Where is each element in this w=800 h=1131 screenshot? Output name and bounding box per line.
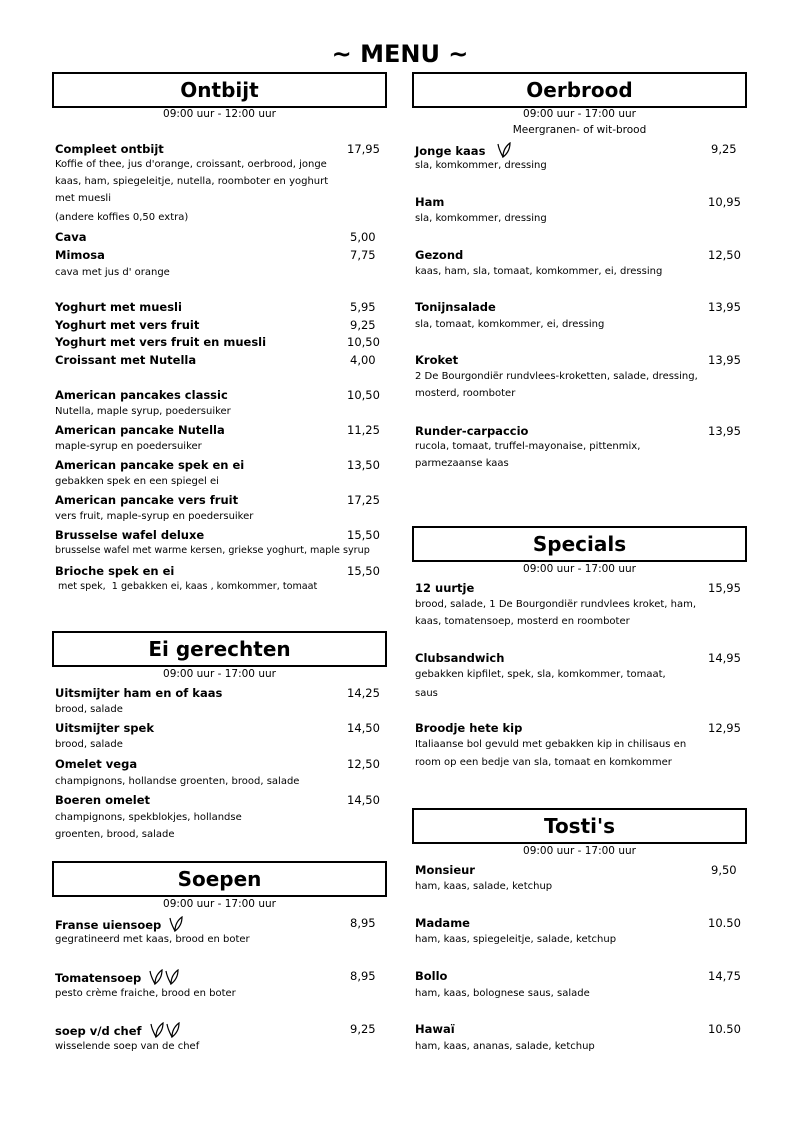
item-description: sla, tomaat, komkommer, ei, dressing [415,319,605,330]
ei-hours: 09:00 uur - 17:00 uur [163,668,276,680]
item-description: sla, komkommer, dressing [415,213,547,224]
section-header-ontbijt: Ontbijt [52,72,387,108]
item-name: Kroket [415,353,459,367]
item-price: 14,50 [347,721,380,735]
item-description: ham, kaas, salade, ketchup [415,881,553,892]
item-price: 14,75 [708,969,741,983]
item-description: brood, salade [55,739,123,750]
section-header-ei-gerechten: Ei gerechten [52,631,387,667]
item-name: American pancake vers fruit [55,493,239,507]
item-price: 5,00 [350,230,376,244]
item-price: 8,95 [350,969,376,983]
item-price: 14,95 [708,651,741,665]
leaf-icon [495,142,511,158]
item-name: Yoghurt met vers fruit en muesli [55,335,267,349]
leaf-icon [164,1022,180,1038]
item-name: Yoghurt met muesli [55,300,182,314]
item-note: (andere koffies 0,50 extra) [55,212,189,223]
item-price: 8,95 [350,916,376,930]
item-name: Brusselse wafel deluxe [55,528,205,542]
item-description: rucola, tomaat, truffel-mayonaise, pittenmix, parmezaanse kaas [415,441,641,469]
item-description: gebakken kipfilet, spek, sla, komkommer, tomaat, [415,669,666,680]
item-name: Tonijnsalade [415,300,496,314]
item-price: 9,25 [350,1022,376,1036]
item-description: gegratineerd met kaas, brood en boter [55,934,250,945]
soepen-hours: 09:00 uur - 17:00 uur [163,898,276,910]
item-description: maple-syrup en poedersuiker [55,441,202,452]
item-price: 15,95 [708,581,741,595]
item-price: 13,95 [708,353,741,367]
item-price: 17,25 [347,493,380,507]
item-price: 11,25 [347,423,380,437]
item-price: 12,50 [708,248,741,262]
item-name: soep v/d chef [55,1022,180,1038]
item-name: Franse uiensoep [55,916,183,932]
item-name: Brioche spek en ei [55,564,175,578]
item-name: Broodje hete kip [415,721,523,735]
item-price: 10.50 [708,916,741,930]
item-description: ham, kaas, spiegeleitje, salade, ketchup [415,934,617,945]
item-price: 10,50 [347,335,380,349]
item-description: cava met jus d' orange [55,267,170,278]
item-price: 15,50 [347,564,380,578]
section-header-oerbrood: Oerbrood [412,72,747,108]
item-name: Croissant met Nutella [55,353,197,367]
item-name: Yoghurt met vers fruit [55,318,200,332]
item-price: 10,50 [347,388,380,402]
tostis-hours: 09:00 uur - 17:00 uur [523,845,636,857]
item-description: saus [415,688,438,699]
item-name: American pancakes classic [55,388,228,402]
item-price: 9,25 [711,142,737,156]
item-price: 17,95 [347,142,380,156]
item-description: 2 De Bourgondiër rundvlees-kroketten, salade, dressing, mosterd, roomboter [415,371,698,399]
leaf-icon [147,969,163,985]
item-description: sla, komkommer, dressing [415,160,547,171]
item-name: Bollo [415,969,448,983]
item-description: brusselse wafel met warme kersen, griekse yoghurt, maple syrup [55,545,370,556]
item-price: 9,25 [350,318,376,332]
item-description: ham, kaas, ananas, salade, ketchup [415,1041,595,1052]
item-name: Gezond [415,248,464,262]
item-price: 13,50 [347,458,380,472]
item-description: wisselende soep van de chef [55,1041,200,1052]
item-price: 12,95 [708,721,741,735]
item-price: 15,50 [347,528,380,542]
item-description: brood, salade, 1 De Bourgondiër rundvlees kroket, ham, kaas, tomatensoep, mosterd en roomboter [415,599,697,627]
item-name: Clubsandwich [415,651,505,665]
item-description: pesto crème fraiche, brood en boter [55,988,236,999]
item-description: gebakken spek en een spiegel ei [55,476,219,487]
item-name: American pancake spek en ei [55,458,245,472]
leaf-icon [167,916,183,932]
item-description: brood, salade [55,704,123,715]
item-price: 13,95 [708,424,741,438]
item-price: 7,75 [350,248,376,262]
item-name: Hawaï [415,1022,455,1036]
item-name: Madame [415,916,470,930]
item-description: met spek, 1 gebakken ei, kaas , komkommer, tomaat [55,581,318,592]
item-price: 14,50 [347,793,380,807]
item-price: 10.50 [708,1022,741,1036]
item-name: Boeren omelet [55,793,151,807]
menu-title: ~ MENU ~ [331,40,469,68]
item-description: kaas, ham, sla, tomaat, komkommer, ei, dressing [415,266,663,277]
item-description: Italiaanse bol gevuld met gebakken kip in chilisaus en [415,739,687,750]
item-name: American pancake Nutella [55,423,225,437]
item-name: Monsieur [415,863,475,877]
item-name: Compleet ontbijt [55,142,164,156]
item-description: vers fruit, maple-syrup en poedersuiker [55,511,254,522]
item-price: 10,95 [708,195,741,209]
item-price: 9,50 [711,863,737,877]
item-name: Ham [415,195,445,209]
section-header-soepen: Soepen [52,861,387,897]
item-price: 14,25 [347,686,380,700]
item-price: 4,00 [350,353,376,367]
item-name: Mimosa [55,248,105,262]
item-name: Omelet vega [55,757,138,771]
item-description: Koffie of thee, jus d'orange, croissant, oerbrood, jonge kaas, ham, spiegeleitje, nutella, roomboter en yoghurt met muesli [55,159,329,204]
item-name: Cava [55,230,87,244]
section-header-tostis: Tosti's [412,808,747,844]
item-description: champignons, hollandse groenten, brood, salade [55,776,300,787]
leaf-icon [148,1022,164,1038]
item-name: Runder-carpaccio [415,424,529,438]
oerbrood-subtitle: Meergranen- of wit-brood [512,124,647,136]
item-price: 12,50 [347,757,380,771]
item-description: champignons, spekblokjes, hollandse groenten, brood, salade [55,812,242,840]
item-price: 5,95 [350,300,376,314]
item-description: ham, kaas, bolognese saus, salade [415,988,590,999]
specials-hours: 09:00 uur - 17:00 uur [523,563,636,575]
item-name: 12 uurtje [415,581,475,595]
item-description: room op een bedje van sla, tomaat en komkommer [415,757,672,768]
item-name: Tomatensoep [55,969,179,985]
section-header-specials: Specials [412,526,747,562]
item-name: Jonge kaas [415,142,511,158]
item-description: Nutella, maple syrup, poedersuiker [55,406,231,417]
oerbrood-hours: 09:00 uur - 17:00 uur [523,108,636,120]
leaf-icon [163,969,179,985]
item-name: Uitsmijter spek [55,721,154,735]
ontbijt-hours: 09:00 uur - 12:00 uur [163,108,276,120]
item-name: Uitsmijter ham en of kaas [55,686,223,700]
item-price: 13,95 [708,300,741,314]
